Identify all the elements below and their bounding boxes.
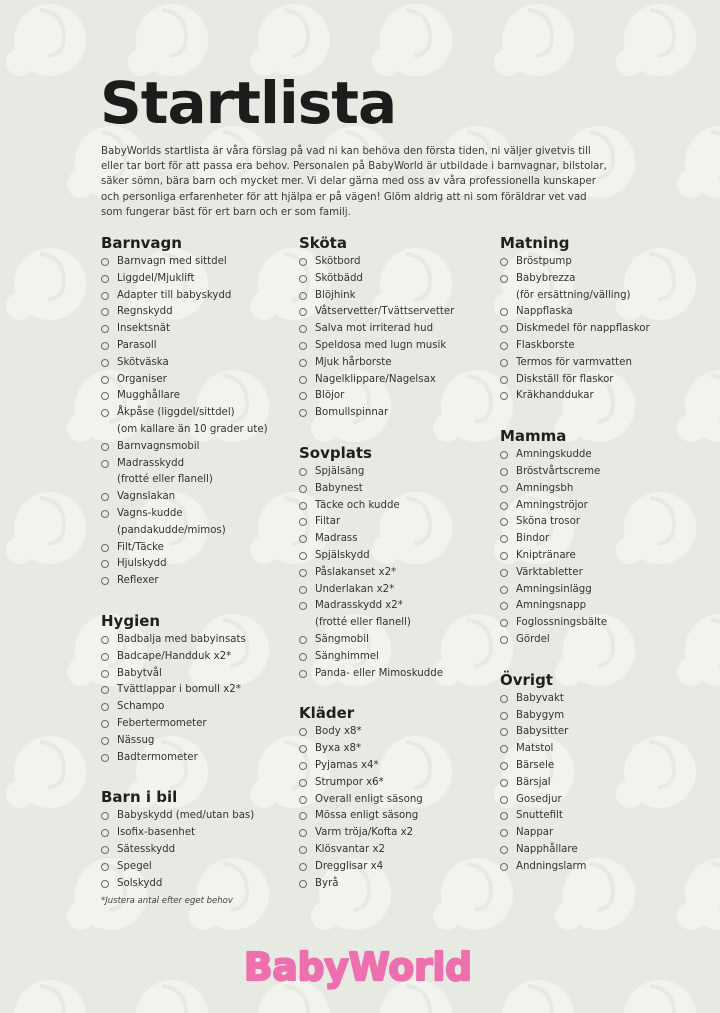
section-title: Sköta [299, 234, 347, 252]
checklist [500, 254, 700, 405]
checklist-item[interactable]: Spjälskydd [299, 548, 499, 565]
checklist-item[interactable]: Åkpåse (liggdel/sittdel) [101, 405, 301, 422]
checklist [101, 808, 301, 892]
checklist-item[interactable]: Påslakanset x2* [299, 565, 499, 582]
section-barnvagn [101, 232, 301, 590]
checklist [299, 464, 499, 682]
checklist-item[interactable]: Diskställ för flaskor [500, 372, 700, 389]
checklist-item[interactable]: Regnskydd [101, 304, 301, 321]
checklist-item[interactable]: Täcke och kudde [299, 498, 499, 515]
checklist-item[interactable]: Bomullspinnar [299, 405, 499, 422]
checklist-item[interactable]: Sängmobil [299, 632, 499, 649]
checklist-item[interactable]: Mössa enligt säsong [299, 808, 499, 825]
checklist-item[interactable]: Andningslarm [500, 859, 700, 876]
checklist-item[interactable]: Hjulskydd [101, 556, 301, 573]
checklist-item[interactable]: Schampo [101, 699, 301, 716]
checklist-item[interactable]: Bärsjal [500, 775, 700, 792]
checklist-item[interactable]: Bröstpump [500, 254, 700, 271]
column-3 [500, 232, 700, 876]
checklist-item[interactable]: Madrasskydd x2* [299, 598, 499, 615]
checklist-item[interactable]: Reflexer [101, 573, 301, 590]
checklist-item[interactable]: Matstol [500, 741, 700, 758]
checklist-item[interactable]: Nagelklippare/Nagelsax [299, 372, 499, 389]
checklist-item[interactable]: Babysitter [500, 724, 700, 741]
checklist-item[interactable]: Snuttefilt [500, 808, 700, 825]
checklist-item[interactable]: Flaskborste [500, 338, 700, 355]
checklist-item[interactable]: Amningsinlägg [500, 582, 700, 599]
checklist-item[interactable]: Nässug [101, 733, 301, 750]
checklist-item[interactable]: Värktabletter [500, 565, 700, 582]
intro-paragraph: BabyWorlds startlista är våra förslag på vad ni kan behöva den första tiden, ni väljer givetvis till eller tar bort för att passa era behov. Personalen på BabyWorld är utbildade i barnvagnar, bilstolar, säker sömn, bära barn och mycket mer. Vi delar gärna med oss av våra professionella kunskaper och personliga erfarenheter för att hjälpa er på vägen! Glöm aldrig att ni som föräldrar vet vad som fungerar bäst för ert barn och er som familj. [101, 146, 607, 218]
checklist-item[interactable]: Solskydd [101, 876, 301, 893]
checklist-item[interactable]: Isofix-basenhet [101, 825, 301, 842]
checklist-item[interactable]: Barnvagn med sittdel [101, 254, 301, 271]
checklist-item[interactable]: Amningskudde [500, 447, 700, 464]
section-title: Sovplats [299, 443, 372, 462]
checklist-item[interactable]: Babybrezza [500, 271, 700, 288]
checklist-item[interactable]: Babynest [299, 481, 499, 498]
checklist-item[interactable]: Panda- eller Mimoskudde [299, 666, 499, 683]
checklist-item[interactable]: Filt/Täcke [101, 540, 301, 557]
babyworld-logo [244, 938, 476, 994]
checklist-item[interactable]: Mjuk hårborste [299, 355, 499, 372]
checklist-item[interactable]: Gosedjur [500, 792, 700, 809]
checklist-item-note: (frotté eller flanell) [117, 474, 213, 486]
checklist-item-note: (frotté eller flanell) [315, 617, 411, 629]
footnote: *Justera antal efter eget behov [101, 896, 233, 906]
checklist-item[interactable]: Nappflaska [500, 304, 700, 321]
checklist-item[interactable]: Bröstvårtscreme [500, 464, 700, 481]
checklist-item[interactable]: Kräkhanddukar [500, 388, 700, 405]
checklist-item[interactable]: Bindor [500, 531, 700, 548]
checklist-item[interactable]: Liggdel/Mjuklift [101, 271, 301, 288]
checklist-item[interactable]: Skötbädd [299, 271, 499, 288]
section-title: Mamma [500, 427, 567, 446]
section-matning [500, 232, 700, 405]
section-title: Övrigt [500, 670, 553, 689]
checklist-item[interactable]: Vagns-kudde [101, 506, 301, 523]
checklist-item[interactable]: Sänghimmel [299, 649, 499, 666]
checklist [101, 254, 301, 590]
checklist-item[interactable]: Amningströjor [500, 498, 700, 515]
checklist-item[interactable]: Parasoll [101, 338, 301, 355]
checklist-item[interactable]: Madrasskydd [101, 456, 301, 473]
checklist-item[interactable]: Sköna trosor [500, 514, 700, 531]
section-sovplats [299, 442, 499, 682]
section-klader [299, 702, 499, 892]
checklist-item[interactable]: Body x8* [299, 724, 499, 741]
checklist-item[interactable]: Amningsbh [500, 481, 700, 498]
checklist-item[interactable]: Skötväska [101, 355, 301, 372]
checklist-item[interactable]: Strumpor x6* [299, 775, 499, 792]
checklist-item[interactable]: Spegel [101, 859, 301, 876]
checklist [299, 724, 499, 892]
checklist-item[interactable]: Pyjamas x4* [299, 758, 499, 775]
checklist-item[interactable]: Tvättlappar i bomull x2* [101, 682, 301, 699]
checklist-item[interactable]: Barnvagnsmobil [101, 439, 301, 456]
section-hygien [101, 610, 301, 766]
column-1 [101, 232, 301, 892]
checklist-item[interactable]: Insektsnät [101, 321, 301, 338]
checklist-item[interactable]: Speldosa med lugn musik [299, 338, 499, 355]
checklist-item[interactable]: Foglossningsbälte [500, 615, 700, 632]
checklist-item[interactable]: Spjälsäng [299, 464, 499, 481]
checklist-item[interactable]: Babyvakt [500, 691, 700, 708]
logo-text: BabyWorld [244, 945, 472, 989]
checklist-item[interactable]: Dregglisar x4 [299, 859, 499, 876]
checklist-item[interactable]: Sätesskydd [101, 842, 301, 859]
checklist-item[interactable]: Badbalja med babyinsats [101, 632, 301, 649]
checklist-item[interactable]: Organiser [101, 372, 301, 389]
checklist-item[interactable]: Febertermometer [101, 716, 301, 733]
checklist [101, 632, 301, 766]
checklist-item[interactable]: Vagnslakan [101, 489, 301, 506]
checklist-item[interactable]: Klösvantar x2 [299, 842, 499, 859]
checklist-item-note: (för ersättning/välling) [516, 289, 631, 301]
checklist-item[interactable]: Badcape/Handduk x2* [101, 649, 301, 666]
checklist-item[interactable]: Filtar [299, 514, 499, 531]
checklist-item[interactable]: Diskmedel för nappflaskor [500, 321, 700, 338]
section-title: Barnvagn [101, 234, 182, 252]
checklist-item[interactable]: Gördel [500, 632, 700, 649]
checklist-item-note: (pandakudde/mimos) [117, 524, 226, 536]
section-title: Kläder [299, 704, 355, 723]
checklist-item[interactable]: Babyskydd (med/utan bas) [101, 808, 301, 825]
section-barn-i-bil [101, 786, 301, 892]
checklist-item[interactable]: Blöjhink [299, 288, 499, 305]
checklist [500, 691, 700, 876]
checklist-item[interactable]: Bärsele [500, 758, 700, 775]
section-skota [299, 232, 499, 422]
checklist-item[interactable]: Napphållare [500, 842, 700, 859]
checklist-item[interactable]: Termos för varmvatten [500, 355, 700, 372]
checklist-item[interactable]: Nappar [500, 825, 700, 842]
checklist-item[interactable]: Babytvål [101, 666, 301, 683]
checklist-item[interactable]: Babygym [500, 708, 700, 725]
section-title: Matning [500, 234, 570, 252]
checklist-item[interactable]: Byxa x8* [299, 741, 499, 758]
checklist-item[interactable]: Amningsnapp [500, 598, 700, 615]
checklist-item[interactable]: Madrass [299, 531, 499, 548]
checklist-item[interactable]: Skötbord [299, 254, 499, 271]
column-2 [299, 232, 499, 892]
checklist-item[interactable]: Mugghållare [101, 388, 301, 405]
checklist-item[interactable]: Adapter till babyskydd [101, 288, 301, 305]
checklist-item[interactable]: Våtservetter/Tvättservetter [299, 304, 499, 321]
section-title: Barn i bil [101, 788, 178, 807]
section-title: Hygien [101, 611, 161, 630]
checklist-item[interactable]: Byrå [299, 876, 499, 893]
checklist-item[interactable]: Varm tröja/Kofta x2 [299, 825, 499, 842]
checklist [299, 254, 499, 422]
page-title: Startlista [100, 69, 397, 137]
section-mamma [500, 425, 700, 649]
checklist-item[interactable]: Salva mot irriterad hud [299, 321, 499, 338]
checklist-item-note: (om kallare än 10 grader ute) [117, 423, 268, 435]
section-ovrigt [500, 669, 700, 876]
checklist [500, 447, 700, 649]
checklist-item[interactable]: Blöjor [299, 388, 499, 405]
checklist-item[interactable]: Overall enligt säsong [299, 792, 499, 809]
checklist-item[interactable]: Underlakan x2* [299, 582, 499, 599]
checklist-item[interactable]: Kniptränare [500, 548, 700, 565]
checklist-item[interactable]: Badtermometer [101, 750, 301, 767]
